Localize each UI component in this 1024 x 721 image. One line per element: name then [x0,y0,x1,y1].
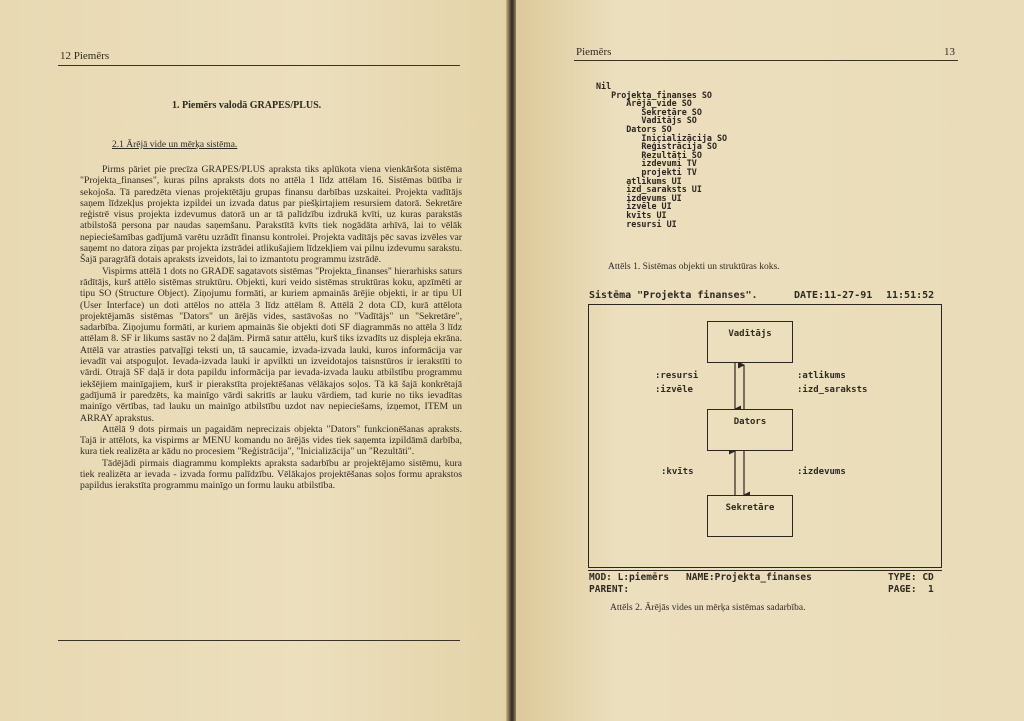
screen-footer-rule [588,570,942,571]
box-vaditajs: Vadītājs [707,321,793,363]
screen-system-label: Sistēma "Projekta finanses". [589,290,758,301]
label-izd-saraksts: :izd_saraksts [797,385,868,395]
structure-listing: Nil Projekta_finanses SO Ārējā_vide SO Sekretāre SO Vadītājs SO Dators SO Inicializācija SO Reģistrācija SO Rezultāti SO izdevumi TV projekti TV atlikums UI izd_saraksts UI izdevums UI izvēle UI kvīts UI resursi UI [596,81,728,229]
paragraph: Vispirms attēlā 1 dots no GRADE sagatavots sistēmas "Projekta_finanses" hierarhisks saturs rādītājs, kurš attēlo sistēmas struktūru. Objekti, kuri veido sistēmas struktūras koku, apzīmēti ar tipu SO (Structure Object). Ziņojumu formāti, ar kuriem apmainās ārējie objekti, ir ar tipu UI (User Interface) un doti attēlos no attēla 3 līdz attēlam 8. Attēlā 2 dota CD, kurā attēlota projektējamās sistēmas "Dators" un ārējās vides, sastāvošas no "Vadītājs" un "Sekretāre", sadarbība. Ziņojumu formāti, ar kuriem apmainās šie objekti doti SF diagrammās no attēla 3 līdz attēlam 8. SF ir likums sastāv no 2 daļām. Pirmā satur attēlu, kurš tiks izvadīts uz displeja ekrāna. Attēlā var atrasties patvaļīgi teksti un, tā saucamie, izvada-izvada lauki, kuros informācija var ievadīt vai atspoguļot. Ievada-izvada lauki ir apvilkti un izveidotajos taisnstūros ir ierakstīti to vārdi. Otrajā SF daļā ir dota papildu informācija par ievada-izvada lauku atbilstību programmu iekšējiem mainīgajiem, kurš ir pierakstīta projektēšanas vēlākajos soļos. Tā kā šajā konkrētajā gadījumā ir paredzēts, ka mainīgo vārdi sakritīs ar lauku vārdiem, tad kurie no tiks ievadītas mainīgo vērtības, tad lauku un mainīgo atbilstību uzdot nav nepieciešams, izņemot, ITEM un ARRAY aprakstus. [80,265,462,424]
screen-footer-page: PAGE: 1 [888,584,934,595]
figure-caption-1: Attēls 1. Sistēmas objekti un struktūras koks. [608,262,780,272]
right-header-rule [574,60,958,61]
paragraph: Pirms pāriet pie precīza GRAPES/PLUS apraksta tiks aplūkota viena vienkāršota sistēma "Projekta_finanses", kuras pilns apraksts dots no attēla 1 līdz attēlam 16. Sistēmas būtība ir sekojoša. Tā paredzēta vienas projektētāju grupas finansu darbības uzskaitei. Projekta vadītājs saņem līdzekļus projekta izpildei un izvada datus par piešķirtajiem resursiem datorā. Sekretāre reģistrē visus projekta izdevumus datorā un ar tā palīdzību izdrukā kvīti, uz kuras parakstās atbilstošā persona par naudas saņemšanu. Parakstītā kvīts tiek nogādāta arhīvā, lai to vēlāk nepieciešamības gadījumā varētu uzrādīt finansu kontrolei. Projekta vadītājs pēc savas izvēles var saņemt no datora ziņas par projekta izstrādei atlikušajiem līdzekļiem vai pilnu izdevumu sarakstu. Šajā paragrāfā dotais apraksts izveidots, lai to izmantotu programmu izstrādē. [80,164,462,266]
figure-caption-2: Attēls 2. Ārējās vides un mērķa sistēmas sadarbība. [610,603,806,613]
right-running-header: Piemērs [576,46,612,58]
page-number: 13 [944,46,955,58]
screen-footer-mod: MOD: L:piemērs [589,572,670,583]
label-atlikums: :atlikums [797,371,846,381]
label-izdevums: :izdevums [797,467,846,477]
screen-footer-name: NAME:Projekta_finanses [686,572,812,583]
label-izvele: :izvēle [655,385,693,395]
body-text [80,164,462,492]
screen-time: 11:51:52 [886,290,935,301]
paragraph: Tādējādi pirmais diagrammu komplekts apraksta sadarbību ar projektējamo sistēmu, kura tiek realizēta ar ievada - izvada formu palīdzību. Vēlākajos projektēšanas soļos formu aprakstos papildus ierakstīta programmu mainīgo un formu lauku atbilstība. [80,457,462,492]
screen-footer-parent: PARENT: [589,584,630,595]
left-footer-rule [58,640,460,641]
label-resursi: :resursi [655,371,699,381]
left-running-header: 12 Piemērs [60,50,110,62]
box-dators: Dators [707,409,793,451]
section-title: 1. Piemērs valodā GRAPES/PLUS. [172,100,322,111]
cd-diagram-screen [588,304,942,568]
subsection-title: 2.1 Ārējā vide un mērķa sistēma. [112,140,238,150]
box-sekretare: Sekretāre [707,495,793,537]
screen-date: DATE:11-27-91 [794,290,873,301]
screen-footer-type: TYPE: CD [888,572,934,583]
label-kvits: :kvīts [661,467,694,477]
paragraph: Attēlā 9 dots pirmais un pagaidām neprecizais objekta "Dators" funkcionēšanas apraksts. Tajā ir attēlots, ka vispirms ar MENU komandu no ārējās vides tiek saņemta izpildāmā darbība, kura tiek realizēta ar kādu no procesiem "Reģistrācija", "Inicializācija" un "Rezultāti". [80,423,462,458]
left-page [0,0,508,721]
left-header-rule [58,65,460,66]
